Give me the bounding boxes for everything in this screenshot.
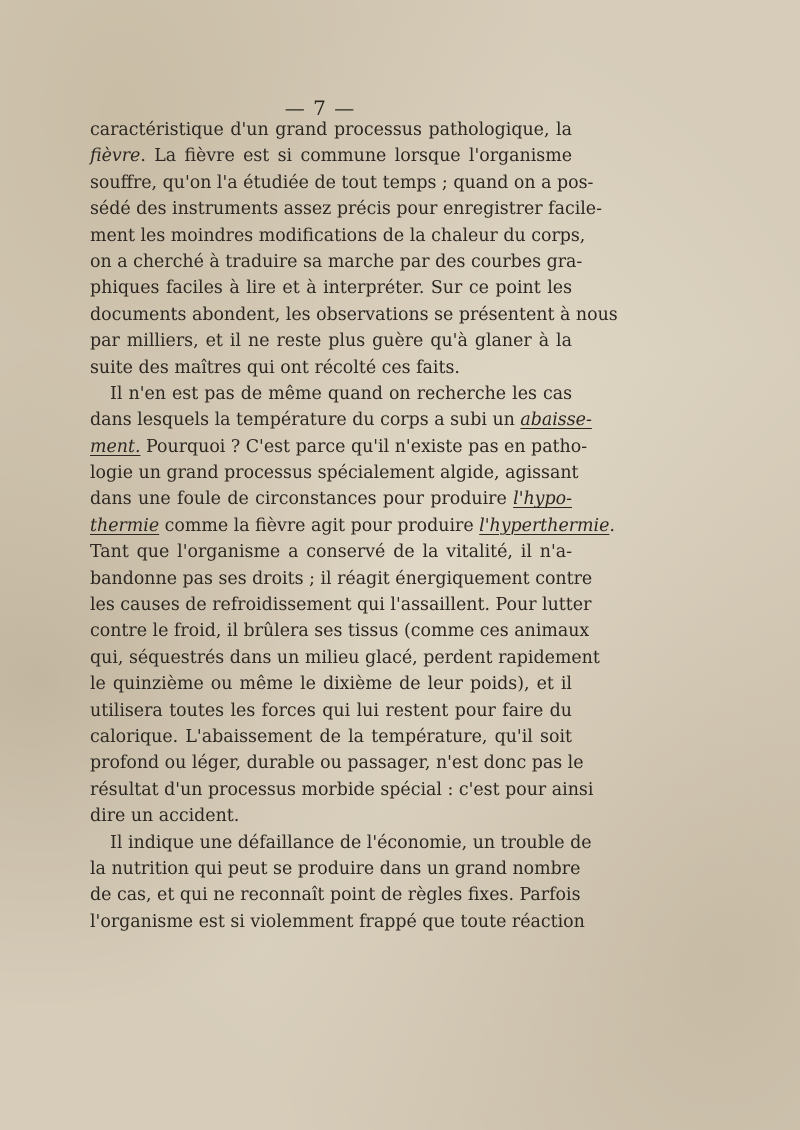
text-line xyxy=(90,539,572,565)
text-line xyxy=(90,143,572,169)
text-segment: . La fièvre est si commune lorsque l'organisme xyxy=(140,146,572,167)
body-text xyxy=(90,117,618,935)
text-segment: l'organisme est si violemment frappé que toute réaction xyxy=(90,911,585,932)
text-segment: on a cherché à traduire sa marche par des courbes gra- xyxy=(90,251,583,272)
text-line xyxy=(90,355,572,381)
text-line xyxy=(90,618,590,644)
text-line xyxy=(90,909,585,935)
text-line xyxy=(90,486,572,512)
emphasized-text: thermie xyxy=(90,515,160,536)
page-number: — 7 — xyxy=(284,96,356,120)
text-segment: suite des maîtres qui ont récolté ces faits. xyxy=(90,357,460,378)
text-line xyxy=(90,223,586,249)
text-segment: Pourquoi ? C'est parce qu'il n'existe pas en patho- xyxy=(140,436,588,457)
text-segment: phiques faciles à lire et à interpréter. Sur ce point les xyxy=(90,278,572,299)
text-line xyxy=(90,407,592,433)
text-line xyxy=(90,645,600,671)
text-line xyxy=(90,777,594,803)
text-line xyxy=(90,803,572,829)
text-line xyxy=(90,196,602,222)
text-line xyxy=(90,566,593,592)
text-line xyxy=(90,671,572,697)
text-line xyxy=(90,249,583,275)
paragraph xyxy=(90,117,618,381)
text-line xyxy=(90,830,592,856)
text-segment: les causes de refroidissement qui l'assaillent. Pour lutter xyxy=(90,595,592,616)
text-segment: Il n'en est pas de même quand on recherche les cas xyxy=(110,383,572,404)
text-segment: Il indique une défaillance de l'économie, un trouble de xyxy=(110,832,592,853)
text-line xyxy=(90,302,618,328)
text-segment: Tant que l'organisme a conservé de la vitalité, il n'a- xyxy=(90,542,572,563)
text-segment: utilisera toutes les forces qui lui restent pour faire du xyxy=(90,700,572,721)
text-line xyxy=(90,592,592,618)
text-line xyxy=(90,328,572,354)
text-line xyxy=(90,698,572,724)
paragraph xyxy=(90,381,615,830)
text-segment: de cas, et qui ne reconnaît point de règles fixes. Parfois xyxy=(90,885,581,906)
text-segment: dans lesquels la température du corps a subi un xyxy=(90,410,521,431)
text-segment: dire un accident. xyxy=(90,806,240,827)
text-segment: dans une foule de circonstances pour produire xyxy=(90,489,514,510)
text-segment: ment les moindres modifications de la chaleur du corps, xyxy=(90,225,586,246)
text-segment: la nutrition qui peut se produire dans un grand nombre xyxy=(90,858,581,879)
text-segment: par milliers, et il ne reste plus guère qu'à glaner à la xyxy=(90,331,572,352)
text-segment: contre le froid, il brûlera ses tissus (comme ces animaux xyxy=(90,621,590,642)
text-line xyxy=(90,882,581,908)
text-segment: résultat d'un processus morbide spécial : c'est pour ainsi xyxy=(90,779,594,800)
emphasized-text: fièvre xyxy=(90,146,141,167)
text-segment: le quinzième ou même le dixième de leur poids), et il xyxy=(90,674,572,695)
text-line xyxy=(90,275,572,301)
text-segment: comme la fièvre agit pour produire xyxy=(159,515,480,536)
text-segment: . xyxy=(609,515,615,536)
text-line xyxy=(90,381,572,407)
text-line xyxy=(90,460,579,486)
text-line xyxy=(90,724,572,750)
text-segment: caractéristique d'un grand processus pathologique, la xyxy=(90,120,572,140)
text-line xyxy=(90,513,615,539)
text-segment: bandonne pas ses droits ; il réagit énergiquement contre xyxy=(90,568,593,589)
text-segment: calorique. L'abaissement de la température, qu'il soit xyxy=(90,726,572,747)
emphasized-text: ment. xyxy=(90,436,141,457)
paragraph xyxy=(90,830,592,936)
text-segment: documents abondent, les observations se présentent à nous xyxy=(90,304,618,325)
emphasized-text: l'hyperthermie xyxy=(479,515,610,536)
emphasized-text: abaisse- xyxy=(520,410,592,431)
text-segment: sédé des instruments assez précis pour enregistrer facile- xyxy=(90,199,602,220)
text-line xyxy=(90,750,584,776)
text-segment: logie un grand processus spécialement algide, agissant xyxy=(90,463,579,484)
emphasized-text: l'hypo- xyxy=(513,489,572,510)
text-segment: profond ou léger, durable ou passager, n'est donc pas le xyxy=(90,753,584,774)
text-segment: qui, séquestrés dans un milieu glacé, perdent rapidement xyxy=(90,647,600,668)
text-line xyxy=(90,117,572,143)
text-segment: souffre, qu'on l'a étudiée de tout temps ; quand on a pos- xyxy=(90,172,594,193)
text-line xyxy=(90,856,581,882)
text-line xyxy=(90,170,594,196)
text-line xyxy=(90,434,588,460)
